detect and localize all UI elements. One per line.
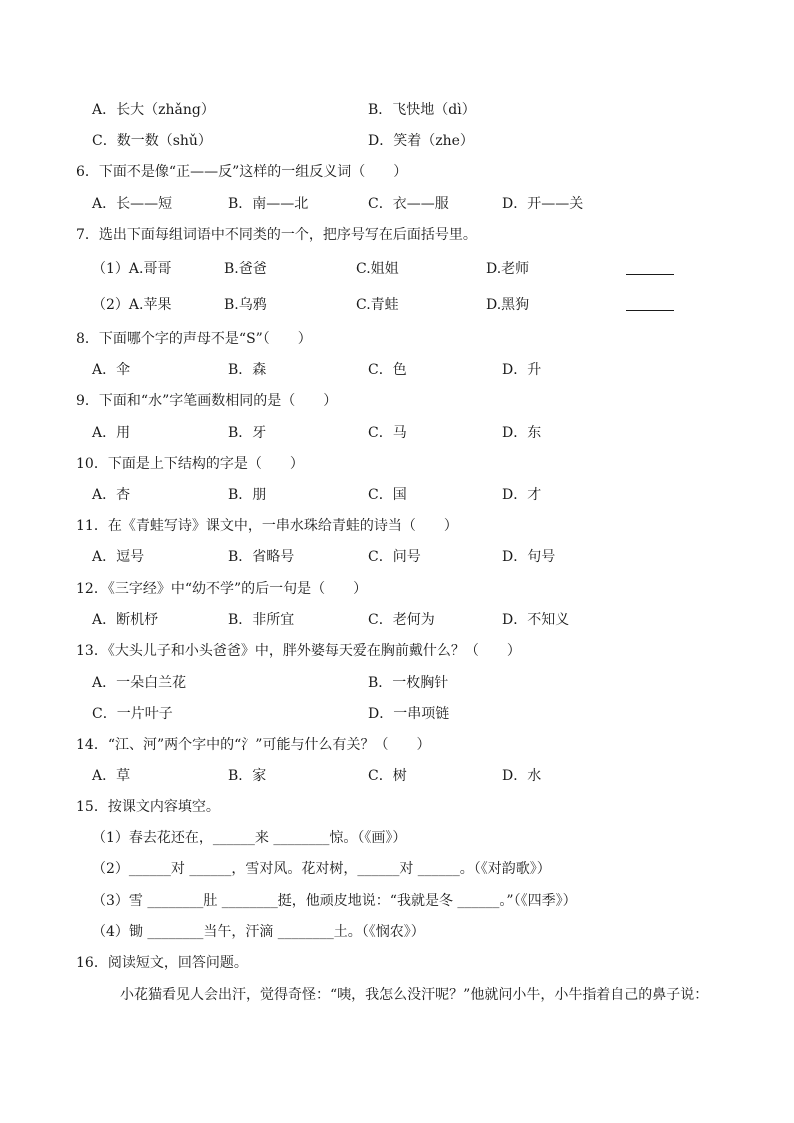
q10-option-d: D．才 [502, 487, 542, 503]
q5-option-c: C．数一数（shǔ） [92, 133, 212, 149]
q14-option-a: A．草 [92, 768, 131, 784]
q10-option-b: B．朋 [228, 487, 267, 503]
q10-option-c: C．国 [368, 487, 407, 503]
q6-stem: 6．下面不是像“正——反”这样的一组反义词（ ） [76, 164, 408, 180]
q16-stem: 16．阅读短文，回答问题。 [76, 955, 248, 971]
q8-stem: 8．下面哪个字的声母不是“S”（ ） [76, 331, 312, 347]
q7-row2-b: B.乌鸦 [224, 297, 267, 313]
q7-row2-answer-blank[interactable] [626, 310, 674, 311]
q9-option-c: C．马 [368, 425, 407, 441]
q7-row1-d: D.老师 [486, 261, 530, 277]
q9-stem: 9．下面和“水”字笔画数相同的是（ ） [76, 393, 338, 409]
q10-option-a: A．杏 [92, 487, 131, 503]
q7-row2-d: D.黑狗 [486, 297, 530, 313]
q6-option-a: A．长——短 [92, 196, 173, 212]
q6-option-d: D．开——关 [502, 196, 584, 212]
q9-option-b: B．牙 [228, 425, 267, 441]
q15-item-1: （1）春去花还在，______来 ________惊。（《画》） [92, 830, 407, 846]
q7-row1-c: C.姐姐 [356, 261, 399, 277]
q8-option-b: B．森 [228, 362, 267, 378]
q8-option-a: A．伞 [92, 362, 131, 378]
q7-row1-a: （1）A.哥哥 [92, 261, 172, 277]
q13-stem: 13．《大头儿子和小头爸爸》中，胖外婆每天爱在胸前戴什么？（ ） [76, 643, 521, 659]
q5-option-a: A．长大（zhǎng） [92, 102, 215, 118]
q15-item-3: （3）雪 ________肚 ________挺，他顽皮地说：“我就是冬 ______。”（《四季》） [92, 893, 577, 909]
q15-item-2: （2）______对 ______，雪对风。花对树，______对 ______。（《对韵歌》） [92, 861, 551, 877]
q7-row2-a: （2）A.苹果 [92, 297, 172, 313]
q16-passage: 小花猫看见人会出汗，觉得奇怪：“咦，我怎么没汗呢？”他就问小牛，小牛指着自己的鼻子说： [120, 987, 709, 1003]
q11-option-c: C．问号 [368, 549, 421, 565]
q7-row2-c: C.青蛙 [356, 297, 399, 313]
q13-option-a: A．一朵白兰花 [92, 675, 187, 691]
q9-option-d: D．东 [502, 425, 542, 441]
q7-row1-b: B.爸爸 [224, 261, 267, 277]
q14-option-b: B．家 [228, 768, 267, 784]
q12-option-a: A．断机杼 [92, 612, 159, 628]
q12-option-c: C．老何为 [368, 612, 435, 628]
q6-option-c: C．衣——服 [368, 196, 449, 212]
q14-option-c: C．树 [368, 768, 407, 784]
q12-stem: 12．《三字经》中“幼不学”的后一句是（ ） [76, 581, 368, 597]
q11-stem: 11．在《青蛙写诗》课文中，一串水珠给青蛙的诗当（ ） [76, 518, 458, 534]
q13-option-b: B．一枚胸针 [368, 675, 449, 691]
q12-option-b: B．非所宜 [228, 612, 295, 628]
q5-option-b: B．飞快地（dì） [368, 102, 476, 118]
q13-option-d: D．一串项链 [368, 706, 450, 722]
q12-option-d: D．不知义 [502, 612, 570, 628]
q5-option-d: D．笑着（zhe） [368, 133, 474, 149]
q7-stem: 7．选出下面每组词语中不同类的一个，把序号写在后面括号里。 [76, 227, 477, 243]
q7-row1-answer-blank[interactable] [626, 274, 674, 275]
q15-item-4: （4）锄 ________当午，汗滴 ________土。（《悯农》） [92, 924, 425, 940]
q13-option-c: C．一片叶子 [92, 706, 173, 722]
q15-stem: 15．按课文内容填空。 [76, 799, 220, 815]
q10-stem: 10．下面是上下结构的字是（ ） [76, 456, 304, 472]
q8-option-c: C．色 [368, 362, 407, 378]
q11-option-d: D．句号 [502, 549, 556, 565]
q14-option-d: D．水 [502, 768, 542, 784]
q11-option-b: B．省略号 [228, 549, 295, 565]
q6-option-b: B．南——北 [228, 196, 309, 212]
q14-stem: 14．“江、河”两个字中的“氵”可能与什么有关？（ ） [76, 737, 431, 753]
q9-option-a: A．用 [92, 425, 131, 441]
q11-option-a: A．逗号 [92, 549, 145, 565]
q8-option-d: D．升 [502, 362, 542, 378]
